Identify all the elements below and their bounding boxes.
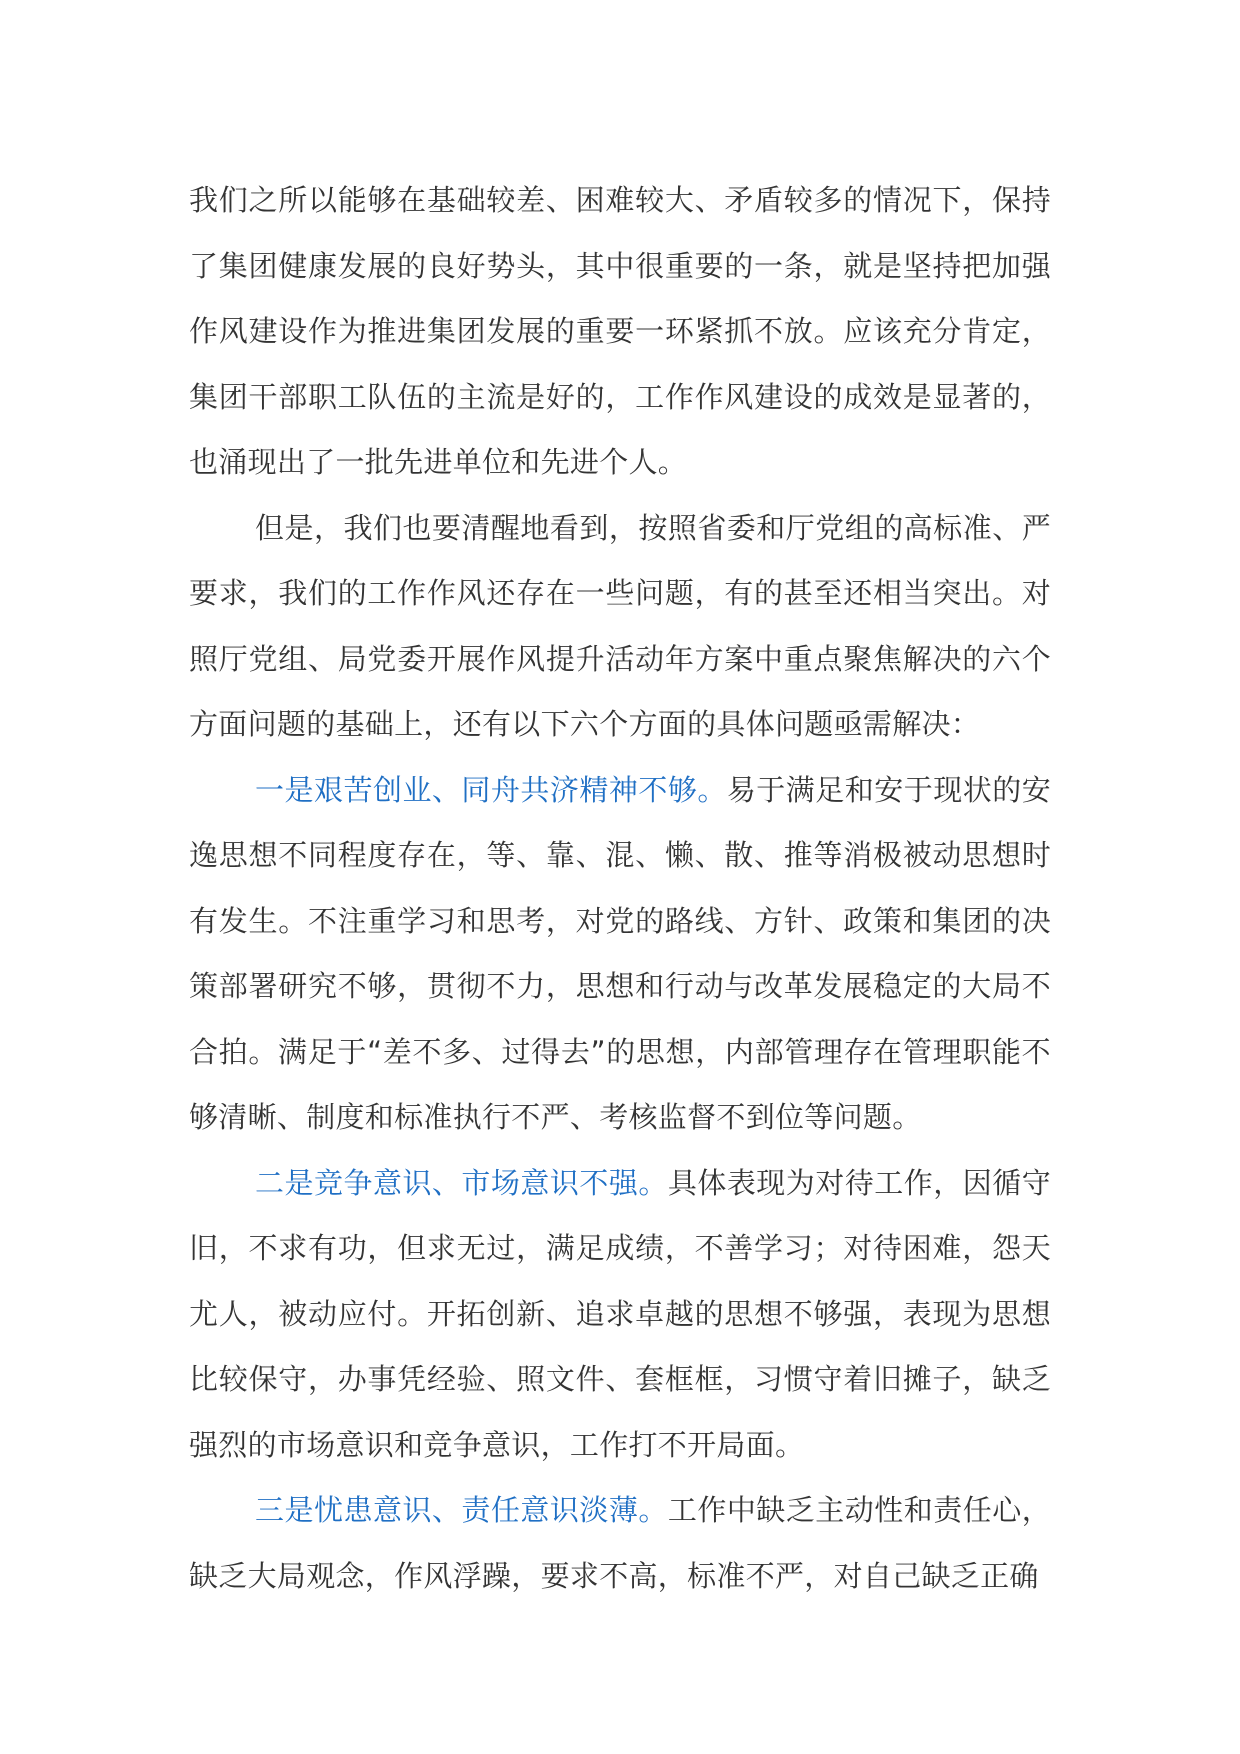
paragraph-3-text: 易于满足和安于现状的安逸思想不同程度存在，等、靠、混、懒、散、推等消极被动思想时有发生。不注重学习和思考，对党的路线、方针、政策和集团的决策部署研究不够，贯彻不力，思想和行动与改革发展稳定的大局不合拍。满足于“差不多、过得去”的思想，内部管理存在管理职能不够清晰、制度和标准执行不严、考核监督不到位等问题。 xyxy=(189,772,1051,1134)
paragraph-5-text: 工作中缺乏主动性和责任心，缺乏大局观念，作风浮躁，要求不高，标准不严，对自己缺乏正确 xyxy=(189,1493,1052,1593)
paragraph-1-text: 我们之所以能够在基础较差、困难较大、矛盾较多的情况下，保持了集团健康发展的良好势头，其中很重要的一条，就是坚持把加强作风建设作为推进集团发展的重要一环紧抓不放。应该充分肯定，集团干部职工队伍的主流是好的，工作作风建设的成效是显著的，也涌现出了一批先进单位和先进个人。 xyxy=(189,183,1051,479)
paragraph-4 xyxy=(189,1151,1051,1479)
paragraph-3 xyxy=(189,758,1051,1151)
paragraph-2 xyxy=(189,496,1051,758)
paragraph-5 xyxy=(189,1478,1051,1609)
paragraph-4-text: 具体表现为对待工作，因循守旧，不求有功，但求无过，满足成绩，不善学习；对待困难，怨天尤人，被动应付。开拓创新、追求卓越的思想不够强，表现为思想比较保守，办事凭经验、照文件、套框框，习惯守着旧摊子，缺乏强烈的市场意识和竞争意识，工作打不开局面。 xyxy=(189,1165,1052,1462)
paragraph-4-heading: 二是竞争意识、市场意识不强。 xyxy=(255,1165,668,1200)
paragraph-1 xyxy=(189,168,1051,496)
paragraph-2-text: 但是，我们也要清醒地看到，按照省委和厅党组的高标准、严要求，我们的工作作风还存在一些问题，有的甚至还相当突出。对照厅党组、局党委开展作风提升活动年方案中重点聚焦解决的六个方面问题的基础上，还有以下六个方面的具体问题亟需解决： xyxy=(189,510,1051,741)
paragraph-3-heading: 一是艰苦创业、同舟共济精神不够。 xyxy=(255,772,727,807)
paragraph-5-heading: 三是忧患意识、责任意识淡薄。 xyxy=(255,1493,668,1527)
document-page xyxy=(189,168,1051,1609)
